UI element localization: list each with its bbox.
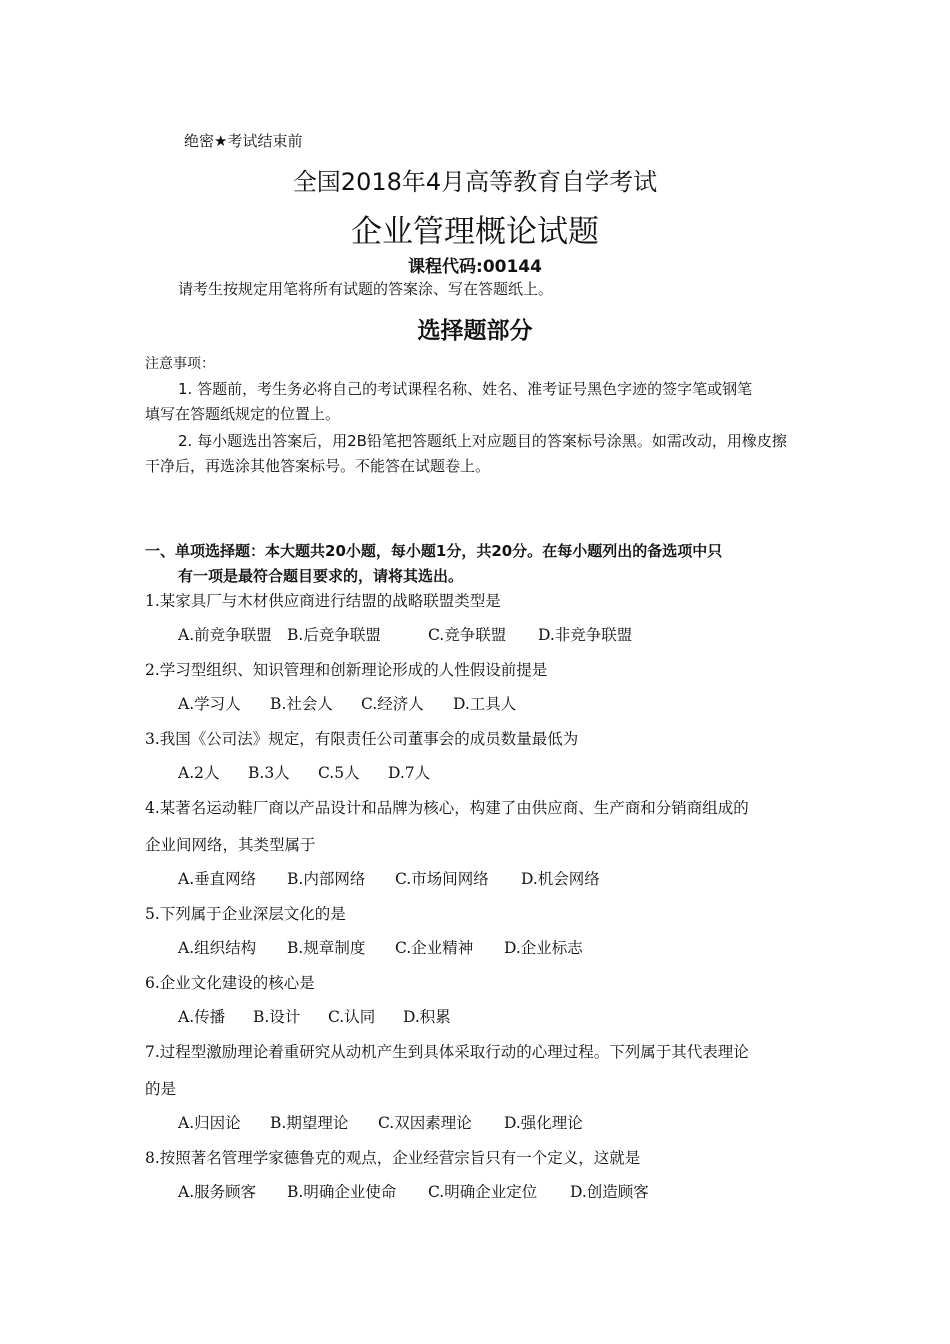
question-1-option-d: D.非竞争联盟 xyxy=(538,626,633,644)
question-5-option-d: D.企业标志 xyxy=(504,939,583,957)
note-item-1-line-1: 1. 答题前，考生务必将自己的考试课程名称、姓名、准考证号黑色字迹的签字笔或钢笔 xyxy=(178,380,753,398)
question-7-option-b: B.期望理论 xyxy=(270,1114,349,1132)
question-2-option-b: B.社会人 xyxy=(270,695,333,713)
question-4-option-d: D.机会网络 xyxy=(521,870,600,888)
question-5-option-a: A.组织结构 xyxy=(178,939,257,957)
question-6-option-b: B.设计 xyxy=(253,1008,301,1026)
question-2-option-a: A.学习人 xyxy=(178,695,241,713)
question-4-option-b: B.内部网络 xyxy=(287,870,366,888)
part-1-heading-line-2: 有一项是最符合题目要求的，请将其选出。 xyxy=(178,567,464,585)
note-item-2-line-1: 2. 每小题选出答案后，用2B铅笔把答题纸上对应题目的答案标号涂黑。如需改动，用橡皮擦 xyxy=(178,432,787,450)
question-8-option-c: C.明确企业定位 xyxy=(428,1183,538,1201)
confidential-label: 绝密★考试结束前 xyxy=(184,132,303,150)
question-7-stem-line-2: 的是 xyxy=(145,1080,177,1098)
question-6-option-a: A.传播 xyxy=(178,1008,226,1026)
question-3-option-b: B.3人 xyxy=(248,764,290,782)
section-title: 选择题部分 xyxy=(417,318,533,344)
question-4-stem-line-1: 4.某著名运动鞋厂商以产品设计和品牌为核心，构建了由供应商、生产商和分销商组成的 xyxy=(145,799,749,817)
question-8-option-b: B.明确企业使命 xyxy=(287,1183,397,1201)
question-6-stem: 6.企业文化建设的核心是 xyxy=(145,974,315,992)
question-3-option-d: D.7人 xyxy=(388,764,431,782)
question-8-option-d: D.创造顾客 xyxy=(570,1183,649,1201)
question-1-option-a: A.前竞争联盟 xyxy=(178,626,272,644)
note-item-1-line-2: 填写在答题纸规定的位置上。 xyxy=(145,405,341,423)
question-7-option-c: C.双因素理论 xyxy=(378,1114,472,1132)
question-2-stem: 2.学习型组织、知识管理和创新理论形成的人性假设前提是 xyxy=(145,661,548,679)
question-6-option-c: C.认同 xyxy=(328,1008,376,1026)
question-4-stem-line-2: 企业间网络，其类型属于 xyxy=(145,836,316,854)
question-4-option-c: C.市场间网络 xyxy=(395,870,489,888)
note-item-2-line-2: 干净后，再选涂其他答案标号。不能答在试题卷上。 xyxy=(145,457,491,475)
question-5-option-c: C.企业精神 xyxy=(395,939,474,957)
question-1-stem: 1.某家具厂与木材供应商进行结盟的战略联盟类型是 xyxy=(145,592,501,610)
question-7-stem-line-1: 7.过程型激励理论着重研究从动机产生到具体采取行动的心理过程。下列属于其代表理论 xyxy=(145,1043,749,1061)
paper-title: 企业管理概论试题 xyxy=(351,214,599,250)
exam-title: 全国2018年4月高等教育自学考试 xyxy=(292,168,658,196)
question-3-stem: 3.我国《公司法》规定，有限责任公司董事会的成员数量最低为 xyxy=(145,730,579,748)
question-2-option-c: C.经济人 xyxy=(361,695,424,713)
notes-heading: 注意事项： xyxy=(145,356,215,372)
question-5-stem: 5.下列属于企业深层文化的是 xyxy=(145,905,346,923)
course-code: 课程代码:00144 xyxy=(408,257,542,277)
question-3-option-c: C.5人 xyxy=(318,764,360,782)
question-5-option-b: B.规章制度 xyxy=(287,939,366,957)
question-1-option-c: C.竞争联盟 xyxy=(428,626,507,644)
part-1-heading-line-1: 一、单项选择题：本大题共20小题，每小题1分，共20分。在每小题列出的备选项中只 xyxy=(145,542,723,560)
question-3-option-a: A.2人 xyxy=(178,764,220,782)
question-2-option-d: D.工具人 xyxy=(453,695,517,713)
question-1-option-b: B.后竞争联盟 xyxy=(287,626,381,644)
question-7-option-d: D.强化理论 xyxy=(504,1114,583,1132)
question-6-option-d: D.积累 xyxy=(403,1008,451,1026)
question-8-option-a: A.服务顾客 xyxy=(178,1183,257,1201)
question-4-option-a: A.垂直网络 xyxy=(178,870,257,888)
question-7-option-a: A.归因论 xyxy=(178,1114,241,1132)
question-8-stem: 8.按照著名管理学家德鲁克的观点，企业经营宗旨只有一个定义，这就是 xyxy=(145,1149,641,1167)
answer-instruction: 请考生按规定用笔将所有试题的答案涂、写在答题纸上。 xyxy=(178,280,554,298)
